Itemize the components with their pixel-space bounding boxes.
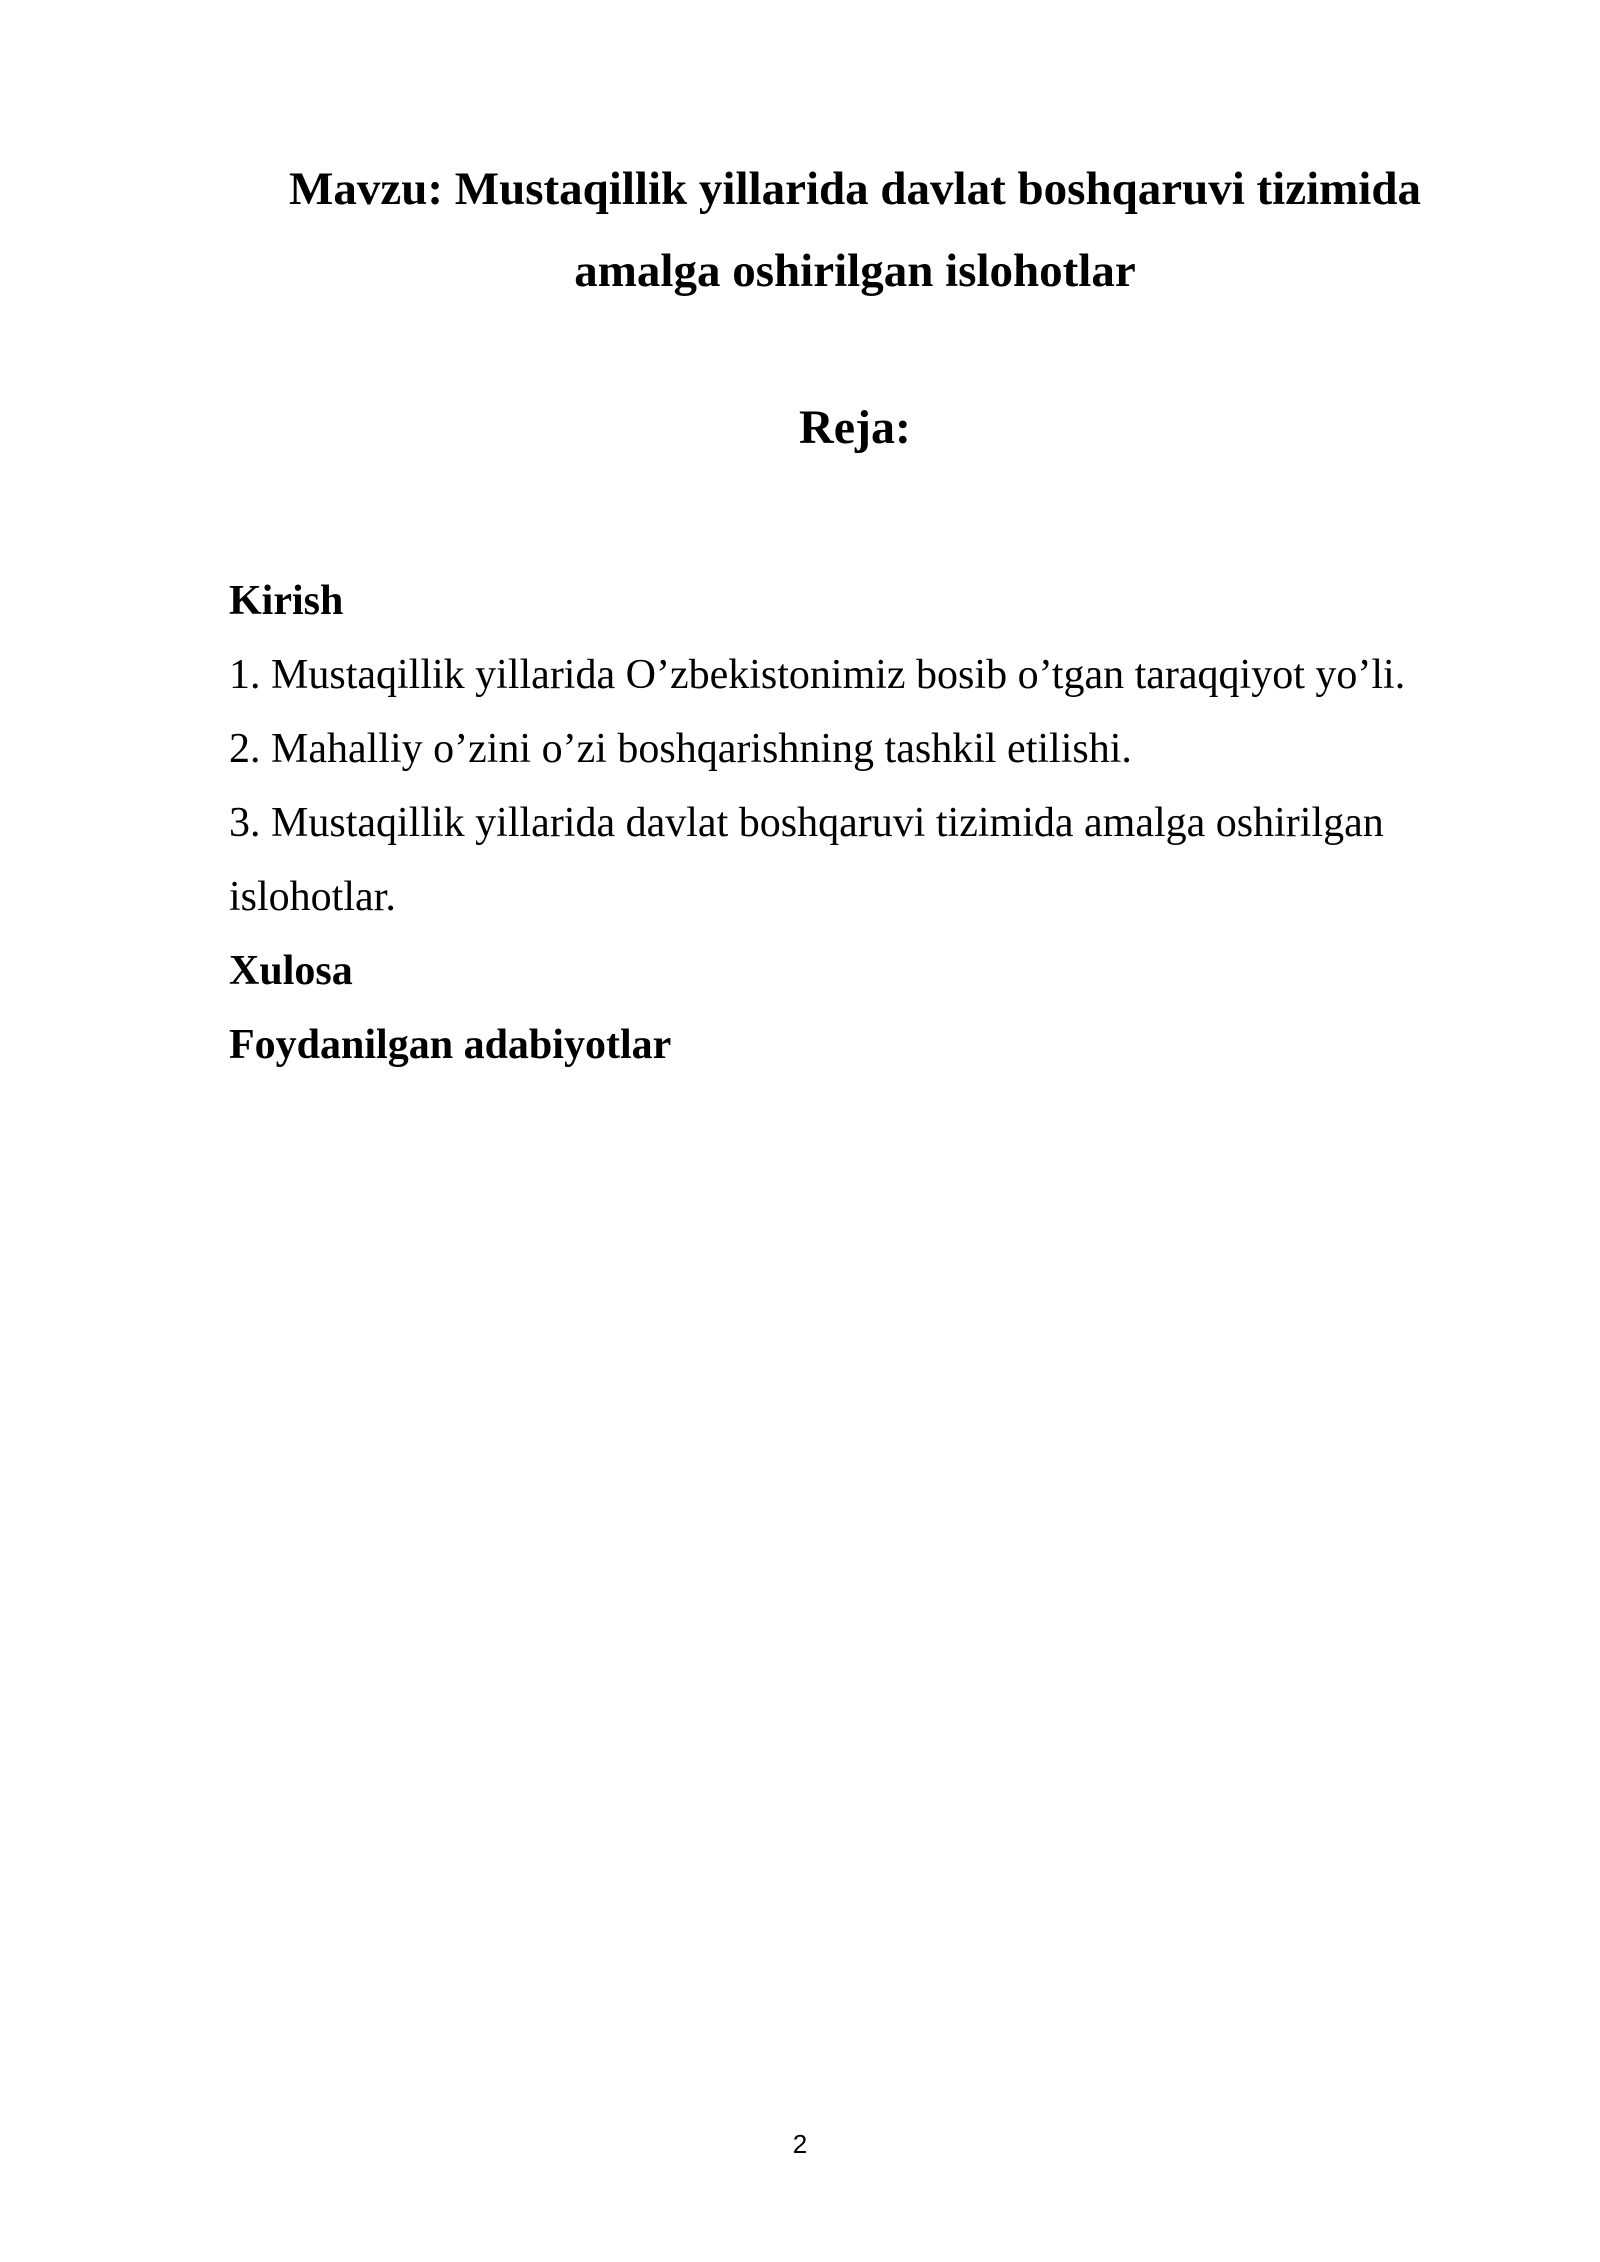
plan-list: [229, 564, 1479, 1082]
page-number: 2: [792, 2129, 808, 2159]
title-line-2: amalga oshirilgan islohotlar: [574, 245, 1136, 297]
plan-heading: Reja:: [799, 401, 911, 454]
plan-intro: Kirish: [229, 578, 344, 624]
plan-item-3-line-2: islohotlar.: [229, 874, 396, 920]
plan-item-2: 2. Mahalliy o’zini o’zi boshqarishning tashkil etilishi.: [229, 726, 1132, 772]
title-line-1: Mavzu: Mustaqillik yillarida davlat boshqaruvi tizimida: [288, 163, 1422, 215]
plan-item-1: 1. Mustaqillik yillarida O’zbekistonimiz bosib o’tgan taraqqiyot yo’li.: [229, 652, 1406, 698]
plan-item-3-line-1: 3. Mustaqillik yillarida davlat boshqaruvi tizimida amalga oshirilgan: [229, 800, 1384, 846]
plan-conclusion: Xulosa: [229, 948, 353, 994]
plan-references: Foydanilgan adabiyotlar: [229, 1022, 672, 1068]
document-title: [240, 148, 1470, 312]
